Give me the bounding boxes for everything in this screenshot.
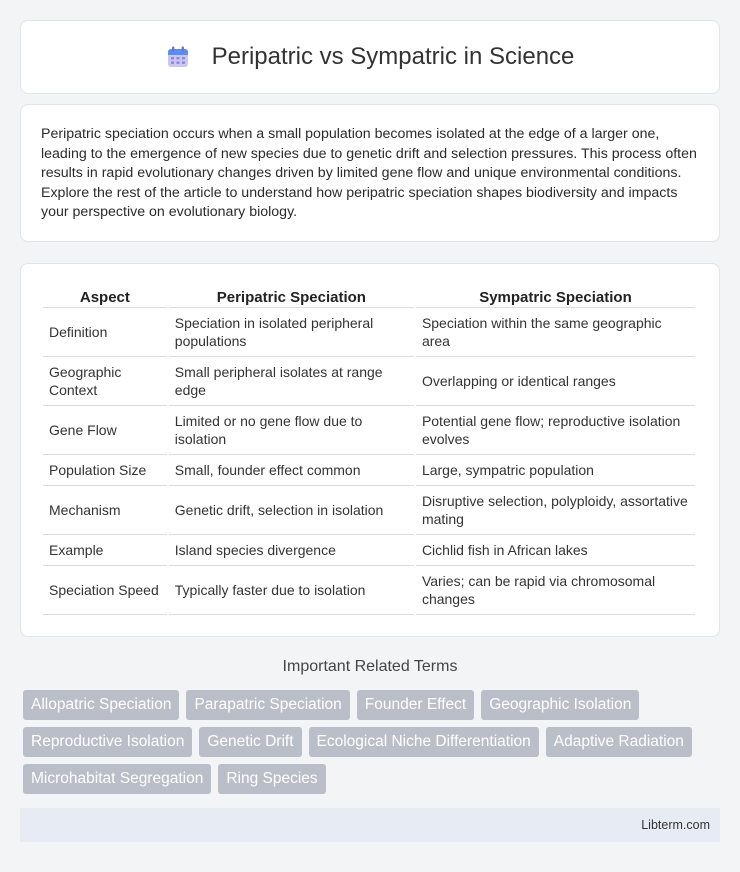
header-aspect: Aspect: [43, 284, 167, 308]
header-card: [20, 20, 720, 94]
table-row: [43, 535, 695, 566]
cell-sympatric: Overlapping or identical ranges: [416, 357, 695, 406]
intro-text: Peripatric speciation occurs when a small population becomes isolated at the edge of a larger one, leading to the emergence of new species due to genetic drift and selection pressures. This process often results in rapid evolutionary changes driven by limited gene flow and unique environmental conditions. Explore the rest of the article to understand how peripatric speciation shapes biodiversity and impacts your perspective on evolutionary biology.: [41, 126, 697, 221]
cell-aspect: Gene Flow: [43, 406, 167, 455]
related-terms-list: [23, 690, 723, 794]
cell-aspect: Population Size: [43, 455, 167, 486]
cell-peripatric: Genetic drift, selection in isolation: [169, 486, 414, 535]
comparison-table: [41, 284, 697, 615]
cell-aspect: Speciation Speed: [43, 566, 167, 615]
cell-peripatric: Small peripheral isolates at range edge: [169, 357, 414, 406]
cell-aspect: Definition: [43, 308, 167, 357]
table-row: [43, 486, 695, 535]
cell-peripatric: Limited or no gene flow due to isolation: [169, 406, 414, 455]
cell-peripatric: Island species divergence: [169, 535, 414, 566]
related-terms-title: Important Related Terms: [282, 658, 458, 675]
related-term-tag[interactable]: Ring Species: [218, 764, 325, 794]
related-term-tag[interactable]: Adaptive Radiation: [546, 727, 692, 757]
related-term-tag[interactable]: Reproductive Isolation: [23, 727, 192, 757]
cell-aspect: Mechanism: [43, 486, 167, 535]
related-term-tag[interactable]: Parapatric Speciation: [186, 690, 349, 720]
comparison-card: [20, 263, 720, 637]
related-term-tag[interactable]: Microhabitat Segregation: [23, 764, 211, 794]
cell-peripatric: Small, founder effect common: [169, 455, 414, 486]
cell-aspect: Geographic Context: [43, 357, 167, 406]
cell-sympatric: Speciation within the same geographic area: [416, 308, 695, 357]
related-term-tag[interactable]: Genetic Drift: [199, 727, 301, 757]
cell-sympatric: Varies; can be rapid via chromosomal changes: [416, 566, 695, 615]
page-title: Peripatric vs Sympatric in Science: [211, 43, 575, 70]
related-term-tag[interactable]: Geographic Isolation: [481, 690, 639, 720]
cell-sympatric: Potential gene flow; reproductive isolation evolves: [416, 406, 695, 455]
cell-sympatric: Large, sympatric population: [416, 455, 695, 486]
cell-peripatric: Speciation in isolated peripheral populations: [169, 308, 414, 357]
header-sympatric: Sympatric Speciation: [416, 284, 695, 308]
table-row: [43, 308, 695, 357]
calendar-icon: [166, 45, 190, 69]
related-term-tag[interactable]: Founder Effect: [357, 690, 474, 720]
table-row: [43, 357, 695, 406]
cell-sympatric: Disruptive selection, polyploidy, assortative mating: [416, 486, 695, 535]
header-peripatric: Peripatric Speciation: [169, 284, 414, 308]
table-row: [43, 455, 695, 486]
table-row: [43, 406, 695, 455]
footer-site-link[interactable]: Libterm.com: [641, 818, 710, 832]
footer: [20, 808, 720, 842]
cell-aspect: Example: [43, 535, 167, 566]
related-term-tag[interactable]: Allopatric Speciation: [23, 690, 179, 720]
related-term-tag[interactable]: Ecological Niche Differentiation: [309, 727, 539, 757]
table-row: [43, 566, 695, 615]
cell-sympatric: Cichlid fish in African lakes: [416, 535, 695, 566]
cell-peripatric: Typically faster due to isolation: [169, 566, 414, 615]
intro-card: [20, 104, 720, 242]
